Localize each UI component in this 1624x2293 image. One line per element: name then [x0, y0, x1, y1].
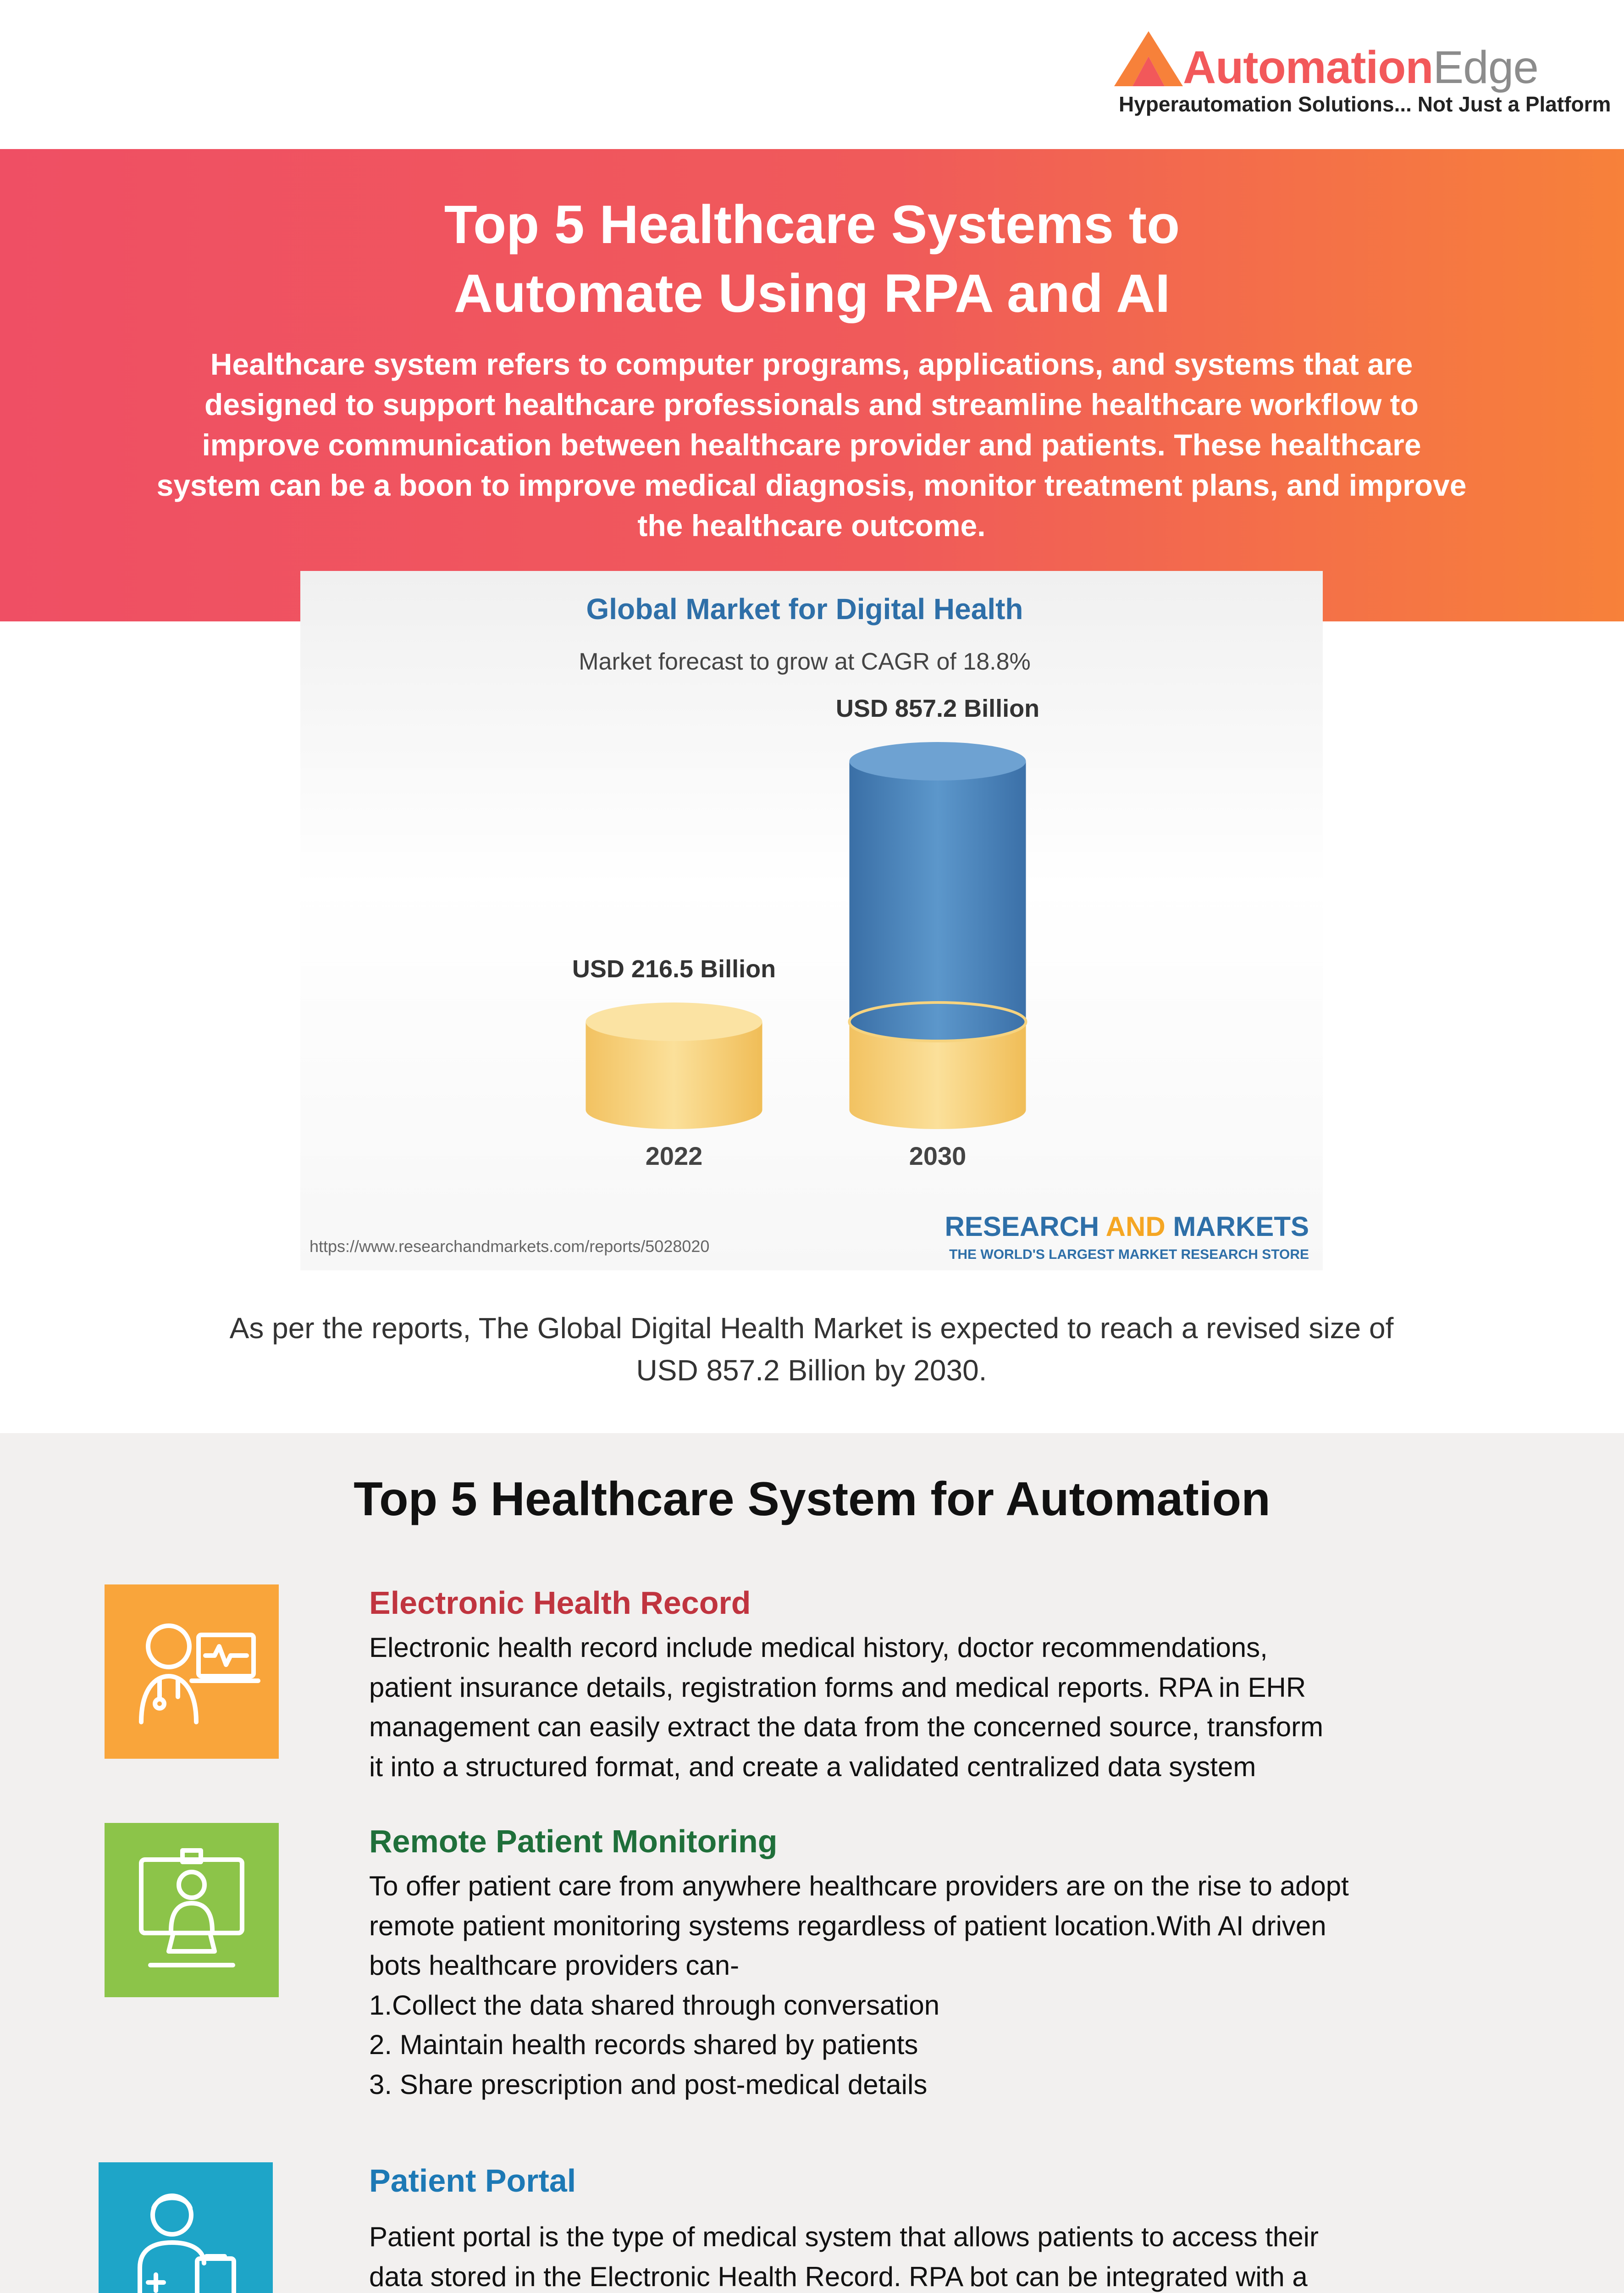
system-title: Electronic Health Record: [369, 1585, 751, 1621]
systems-section: [0, 1433, 1624, 2293]
brand-logo: [1100, 23, 1611, 128]
hero-banner: [0, 149, 1624, 621]
chart-source: https://www.researchandmarkets.com/reports/5028020: [309, 1237, 710, 1256]
logo-mark-icon: [1114, 31, 1183, 86]
system-title: Patient Portal: [369, 2163, 576, 2199]
bar-category-label: 2022: [645, 1141, 703, 1170]
bar-category-label: 2030: [909, 1141, 967, 1170]
doctor-laptop-icon: [105, 1584, 279, 1759]
system-description: Electronic health record include medical history, doctor recommendations, patient insurance details, registration forms and medical reports. RPA in EHR management can easily extract the data from the concerned source, transform it into a structured format, and create a validated centralized data system: [369, 1632, 1324, 1782]
page-title: Top 5 Healthcare Systems to Automate Using RPA and AI: [444, 194, 1180, 324]
chart-subtitle: Market forecast to grow at CAGR of 18.8%: [579, 648, 1031, 675]
chart-title: Global Market for Digital Health: [586, 593, 1023, 626]
market-chart: [300, 571, 1323, 1270]
bar-value-label: USD 216.5 Billion: [572, 955, 776, 983]
section-title: Top 5 Healthcare System for Automation: [354, 1473, 1270, 1526]
patient-clipboard-icon: [99, 2162, 273, 2293]
market-chart-card: [300, 571, 1323, 1270]
telemedicine-computer-icon: [105, 1823, 279, 1997]
system-description: To offer patient care from anywhere healthcare providers are on the rise to adopt remote patient monitoring systems regardless of patient location.With AI driven bots healthcare providers can- 1.Collect the data shared through conversation 2. Maintain health records shared by patients 3. Share prescription and post-medical details: [369, 1871, 1349, 2100]
brand-tagline: Hyperautomation Solutions... Not Just a Platform: [1119, 92, 1611, 116]
market-note: As per the reports, The Global Digital Health Market is expected to reach a revised size of USD 857.2 Billion by 2030.: [229, 1312, 1394, 1387]
bar-value-label: USD 857.2 Billion: [835, 695, 1040, 722]
bar-2030-growth: [850, 742, 1026, 1041]
publisher-logo: RESEARCH AND MARKETS: [945, 1211, 1309, 1242]
bars-layer: [572, 695, 1039, 1170]
publisher-tagline: THE WORLD'S LARGEST MARKET RESEARCH STORE: [949, 1247, 1309, 1262]
system-title: Remote Patient Monitoring: [369, 1823, 778, 1859]
system-description: Patient portal is the type of medical system that allows patients to access their data stored in the Electronic Health Record. RPA bot can be integrated with a: [369, 2221, 1319, 2292]
brand-name: AutomationEdge: [1183, 42, 1539, 93]
bar-2022-base: [586, 1002, 762, 1129]
hero-intro: Healthcare system refers to computer programs, applications, and systems that are designed to support healthcare professionals and streamline healthcare workflow to improve communication between healthcare provider and patients. These healthcare system can be a boon to improve medical diagnosis, monitor treatment plans, and improve the healthcare outcome.: [156, 347, 1467, 543]
